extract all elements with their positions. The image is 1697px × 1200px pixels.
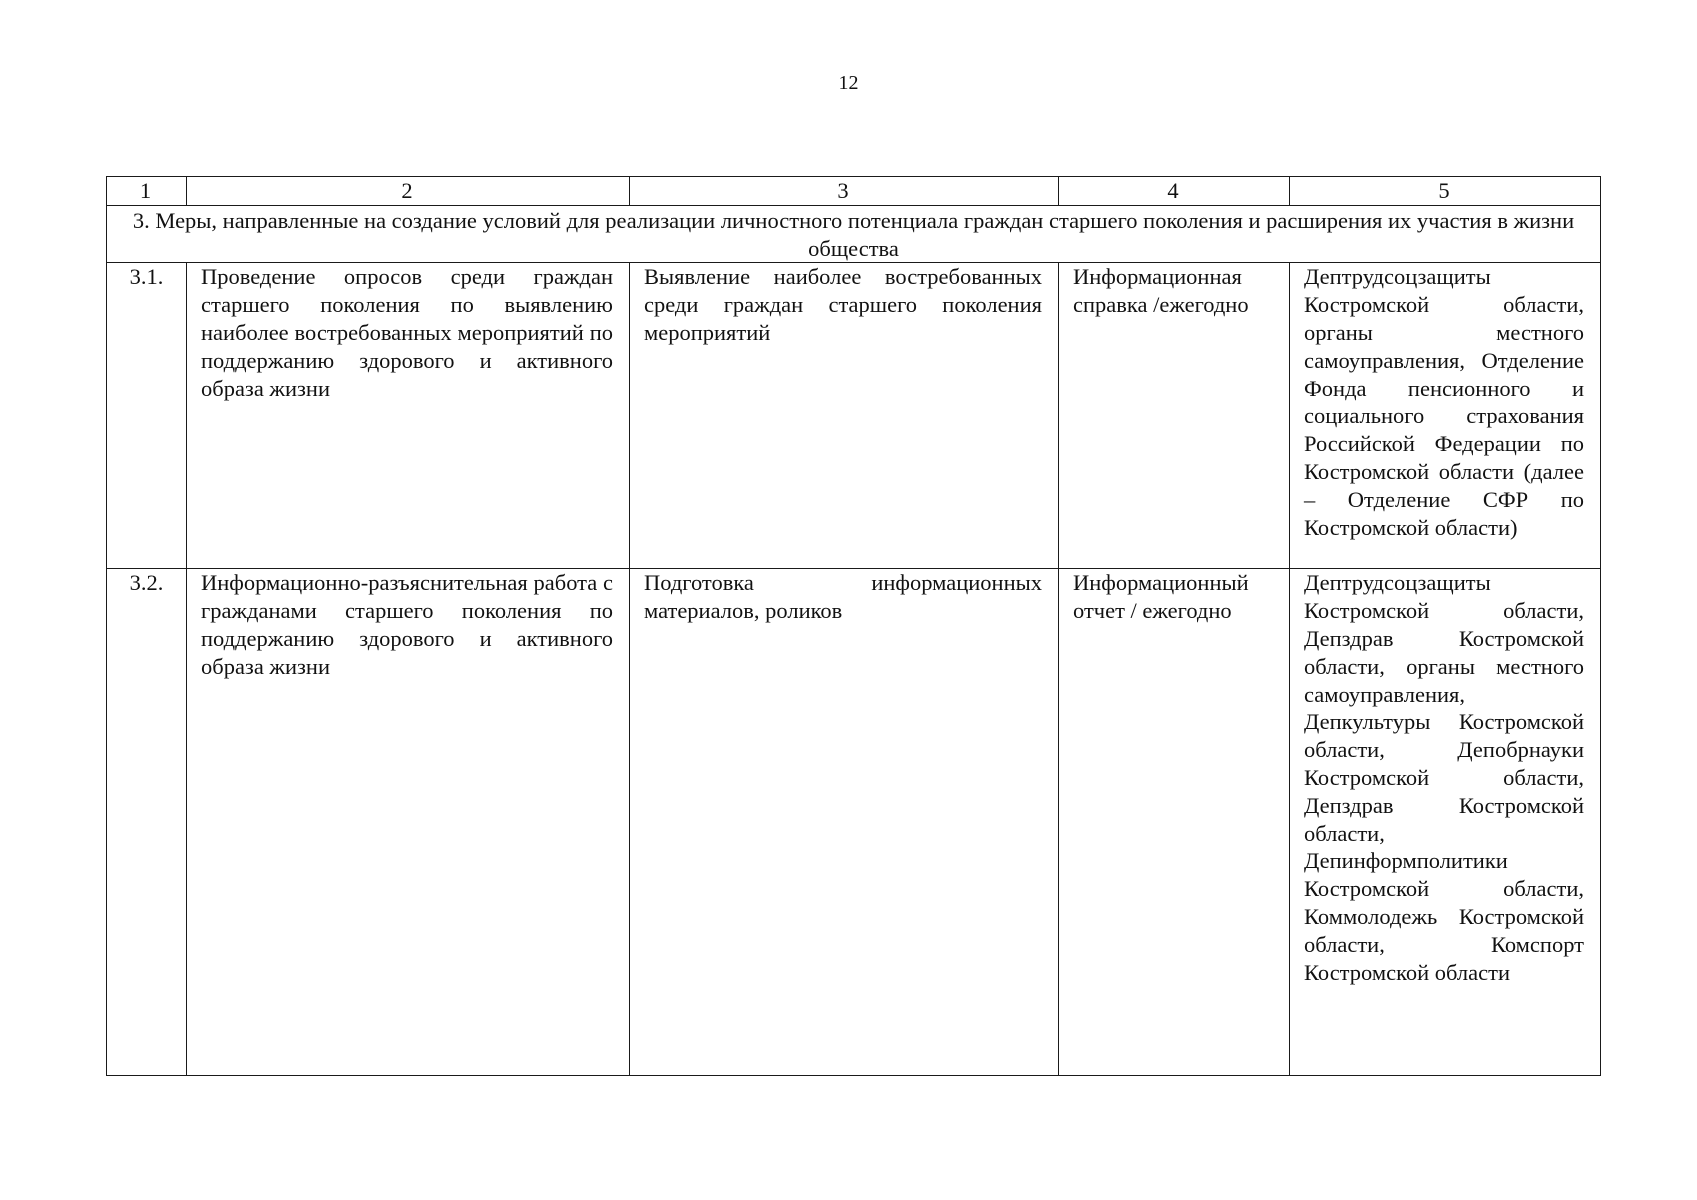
column-header: 1	[107, 177, 187, 206]
table-row	[107, 569, 1601, 1076]
result-cell: Выявление наиболее востребованных среди граждан старшего поколения мероприятий	[630, 263, 1059, 569]
report-cell: Информационная справка /ежегодно	[1059, 263, 1290, 569]
section-row	[107, 205, 1601, 263]
column-header: 2	[187, 177, 630, 206]
measure-cell: Проведение опросов среди граждан старшего поколения по выявлению наиболее востребованных мероприятий по поддержанию здорового и активного образа жизни	[187, 263, 630, 569]
column-header: 3	[630, 177, 1059, 206]
section-title: 3. Меры, направленные на создание условий для реализации личностного потенциала граждан старшего поколения и расширения их участия в жизни общества	[107, 205, 1601, 263]
row-number: 3.1.	[107, 263, 187, 569]
measure-cell: Информационно-разъяснительная работа с гражданами старшего поколения по поддержанию здорового и активного образа жизни	[187, 569, 630, 1076]
column-header-row	[107, 177, 1601, 206]
measures-table	[106, 176, 1601, 1076]
report-cell: Информационный отчет / ежегодно	[1059, 569, 1290, 1076]
table-row	[107, 263, 1601, 569]
column-header: 5	[1290, 177, 1601, 206]
page-number: 12	[838, 72, 859, 94]
executors-cell: Дептрудсоцзащиты Костромской области, Депздрав Костромской области, органы местного самоуправления, Депкультуры Костромской области, Депобрнауки Костромской области, Депздрав Костромской области, Депинформполитики Костромской области, Коммолодежь Костромской области, Комспорт Костромской области	[1290, 569, 1601, 1076]
result-cell: Подготовка информационных материалов, роликов	[630, 569, 1059, 1076]
row-number: 3.2.	[107, 569, 187, 1076]
executors-cell: Дептрудсоцзащиты Костромской области, органы местного самоуправления, Отделение Фонда пенсионного и социального страхования Российской Федерации по Костромской области (далее – Отделение СФР по Костромской области)	[1290, 263, 1601, 569]
column-header: 4	[1059, 177, 1290, 206]
